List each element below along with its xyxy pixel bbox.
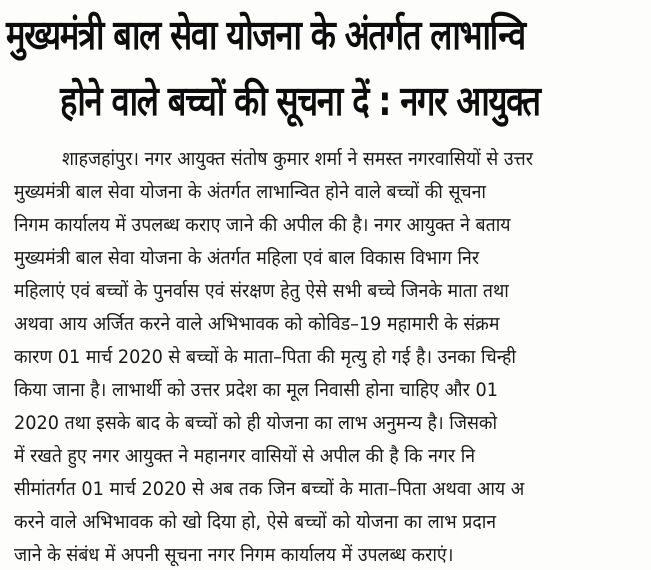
headline-line-2: होने वाले बच्चों की सूचना दें : नगर आयुक्त: [60, 77, 540, 125]
headline-line-1: मुख्यमंत्री बाल सेवा योजना के अंतर्गत लाभान्वि: [6, 11, 525, 59]
body-line-3: निगम कार्यालय में उपलब्ध कराए जाने की अपील की है। नगर आयुक्त ने बताय: [14, 214, 511, 236]
body-line-4: मुख्यमंत्री बाल सेवा योजना के अंतर्गत महिला एवं बाल विकास विभाग निर: [14, 247, 480, 269]
body-line-12: करने वाले अभिभावक को खो दिया हो, ऐसे बच्चों को योजना का लाभ प्रदान: [14, 511, 497, 533]
body-line-7: कारण 01 मार्च 2020 से बच्चों के माता–पिता की मृत्यु हो गई है। उनका चिन्ही: [14, 346, 516, 368]
body-line-1: शाहजहांपुर। नगर आयुक्त संतोष कुमार शर्मा ने समस्त नगरवासियों से उत्तर: [62, 148, 533, 170]
body-line-10: में रखते हुए नगर आयुक्त ने महानगर वासियों से अपील की है कि नगर नि: [14, 445, 476, 467]
body-line-13: जाने के संबंध में अपनी सूचना नगर निगम कार्यालय में उपलब्ध कराएं।: [14, 544, 454, 566]
body-line-2: मुख्यमंत्री बाल सेवा योजना के अंतर्गत लाभान्वित होने वाले बच्चों की सूचना: [14, 181, 487, 203]
body-line-11: सीमांतर्गत 01 मार्च 2020 से अब तक जिन बच्चों के माता–पिता अथवा आय अ: [14, 478, 525, 500]
body-line-5: महिलाएं एवं बच्चों के पुनर्वास एवं संरक्षण हेतु ऐसे सभी बच्चे जिनके माता तथा: [14, 280, 509, 302]
body-line-8: किया जाना है। लाभार्थी को उत्तर प्रदेश का मूल निवासी होना चाहिए और 01: [14, 379, 498, 401]
body-line-9: 2020 तथा इसके बाद के बच्चों को ही योजना का लाभ अनुमन्य है। जिसको: [14, 412, 498, 434]
body-line-6: अथवा आय अर्जित करने वाले अभिभावक को कोविड–19 महामारी के संक्रम: [14, 313, 500, 335]
